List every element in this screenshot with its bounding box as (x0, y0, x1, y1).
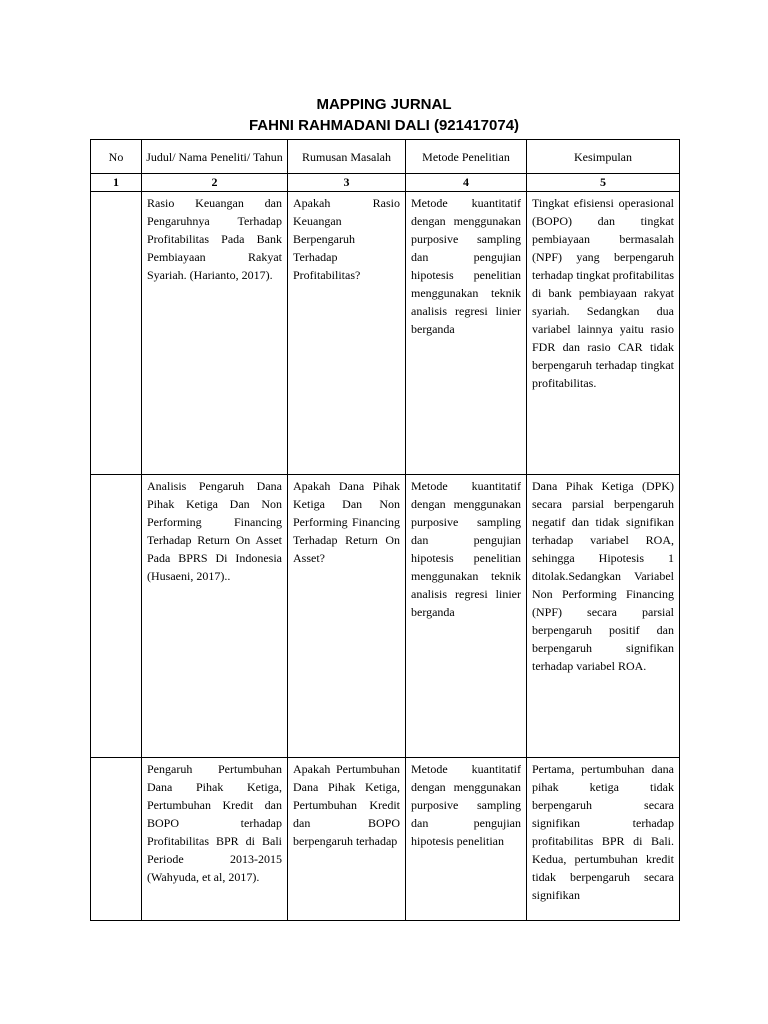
cell-judul: Analisis Pengaruh Dana Pihak Ketiga Dan Non Performing Financing Terhadap Return On Asset Pada BPRS Di Indonesia (Husaeni, 2017).. (142, 475, 288, 758)
mapping-table (90, 139, 680, 921)
table-row (91, 192, 680, 475)
header-no: No (91, 140, 142, 174)
document-subtitle: FAHNI RAHMADANI DALI (921417074) (248, 117, 520, 134)
cell-rumusan (288, 758, 406, 921)
column-number: 4 (406, 174, 527, 192)
cell-rumusan: Apakah Rasio Keuangan Berpengaruh Terhadap Profitabilitas? (288, 192, 406, 475)
cell-rumusan-text: Apakah Pertumbuhan Dana Pihak Ketiga, Pertumbuhan Kredit dan BOPO berpengaruh terhadap (293, 762, 400, 848)
header-metode: Metode Penelitian (406, 140, 527, 174)
cell-judul-text: Pengaruh Pertumbuhan Dana Pihak Ketiga, Pertumbuhan Kredit dan BOPO terhadap Profitabilitas BPR di Bali Periode 2013-2015 (Wahyuda, et al, 2017). (147, 762, 282, 884)
header-rumusan: Rumusan Masalah (288, 140, 406, 174)
cell-metode: Metode kuantitatif dengan menggunakan purposive sampling dan pengujian hipotesis penelitian menggunakan teknik analisis regresi linier berganda (406, 192, 527, 475)
table-row (91, 758, 680, 921)
header-kesimpulan: Kesimpulan (527, 140, 680, 174)
cell-metode: Metode kuantitatif dengan menggunakan purposive sampling dan pengujian hipotesis penelitian menggunakan teknik analisis regresi linier berganda (406, 475, 527, 758)
header-row (91, 140, 680, 174)
column-number: 3 (288, 174, 406, 192)
cell-judul (142, 758, 288, 921)
cell-metode (406, 758, 527, 921)
cell-kesimpulan: Dana Pihak Ketiga (DPK) secara parsial berpengaruh negatif dan tidak signifikan terhadap variabel ROA, sehingga Hipotesis 1 ditolak.Sedangkan Variabel Non Performing Financing (NPF) secara parsial berpengaruh positif dan berpengaruh signifikan terhadap variabel ROA. (527, 475, 680, 758)
cell-kesimpulan: Tingkat efisiensi operasional (BOPO) dan tingkat pembiayaan bermasalah (NPF) yang berpengaruh terhadap tingkat profitabilitas di bank pembiayaan rakyat syariah. Sedangkan dua variabel lainnya yaitu rasio FDR dan rasio CAR tidak berpengaruh terhadap tingkat profitabilitas. (527, 192, 680, 475)
cell-kesimpulan-text: Pertama, pertumbuhan dana pihak ketiga tidak berpengaruh secara signifikan terhadap profitabilitas BPR di Bali. Kedua, pertumbuhan kredit tidak berpengaruh secara signifikan (532, 762, 674, 902)
cell-metode-text: Metode kuantitatif dengan menggunakan purposive sampling dan pengujian hipotesis penelitian (411, 762, 521, 848)
cell-kesimpulan (527, 758, 680, 921)
cell-no (91, 192, 142, 475)
cell-rumusan: Apakah Dana Pihak Ketiga Dan Non Performing Financing Terhadap Return On Asset? (288, 475, 406, 758)
header-judul: Judul/ Nama Peneliti/ Tahun (142, 140, 288, 174)
cell-no (91, 475, 142, 758)
column-number: 1 (91, 174, 142, 192)
column-number: 5 (527, 174, 680, 192)
cell-judul: Rasio Keuangan dan Pengaruhnya Terhadap Profitabilitas Pada Bank Pembiayaan Rakyat Syariah. (Harianto, 2017). (142, 192, 288, 475)
document-title: MAPPING JURNAL (316, 96, 452, 113)
cell-no (91, 758, 142, 921)
column-number-row (91, 174, 680, 192)
table-row (91, 475, 680, 758)
column-number: 2 (142, 174, 288, 192)
